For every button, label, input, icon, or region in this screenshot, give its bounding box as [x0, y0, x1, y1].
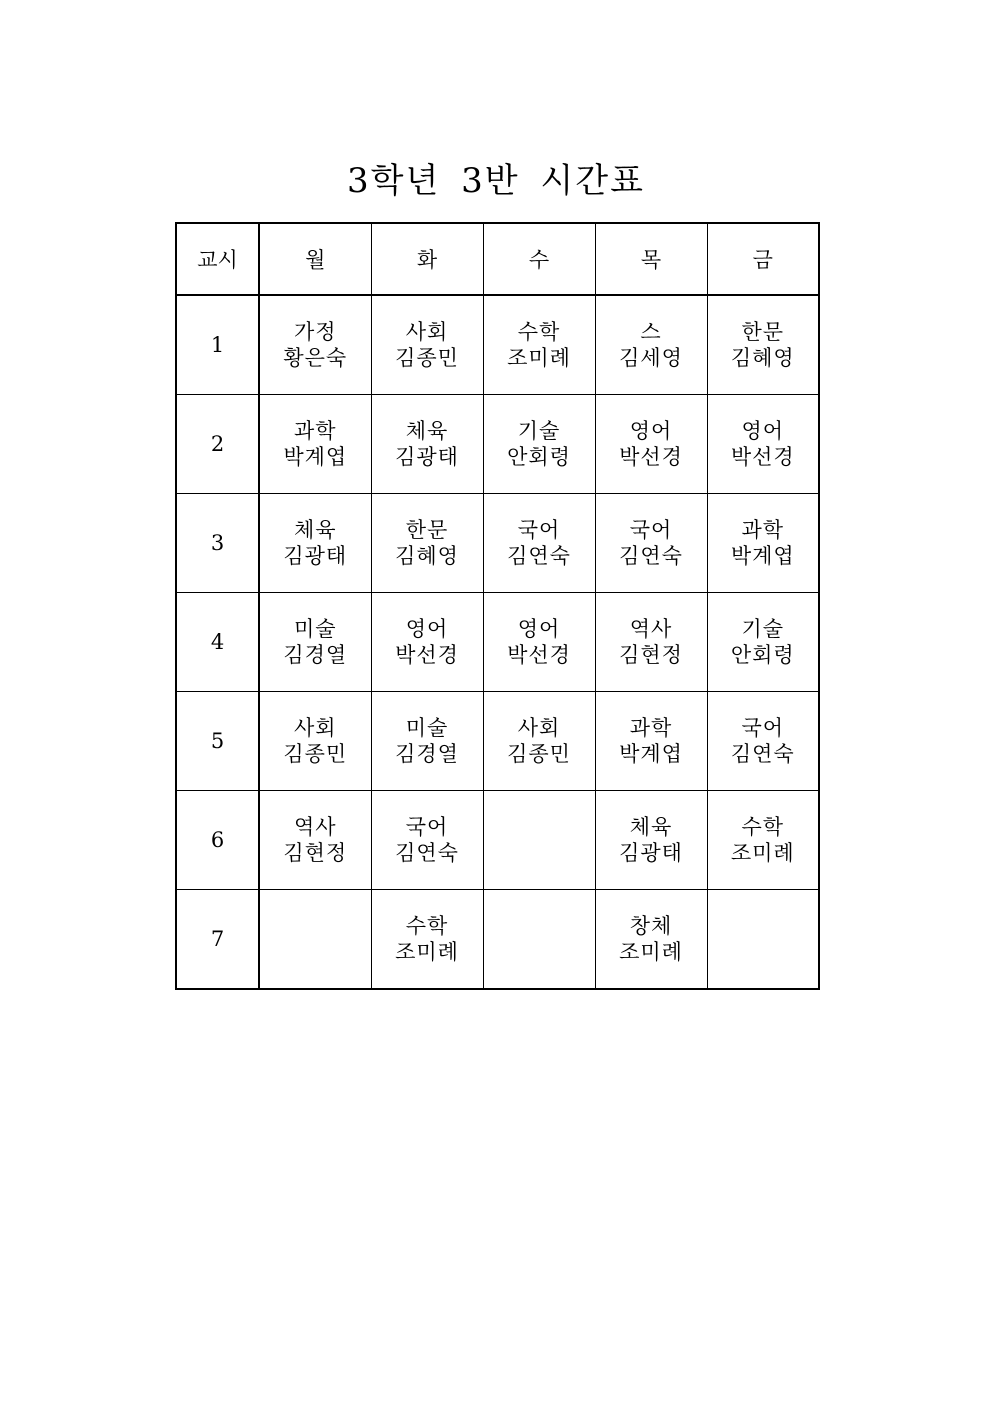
- teacher-name: 김종민: [395, 346, 459, 370]
- subject-name: 역사: [629, 617, 673, 641]
- subject-name: 국어: [741, 716, 785, 740]
- cell-tue: [371, 692, 483, 791]
- period-number: 1: [176, 295, 259, 395]
- teacher-name: 김연숙: [395, 841, 459, 865]
- subject-name: 체육: [629, 815, 673, 839]
- subject-name: 국어: [405, 815, 449, 839]
- cell-mon: [259, 890, 371, 990]
- header-period: 교시: [176, 223, 259, 295]
- header-day-wed: 수: [483, 223, 595, 295]
- teacher-name: 박선경: [730, 445, 795, 469]
- table-row: [176, 593, 819, 692]
- table-row: [176, 692, 819, 791]
- teacher-name: 김현정: [619, 643, 683, 667]
- subject-name: 창체: [629, 914, 673, 938]
- table-row: [176, 791, 819, 890]
- teacher-name: 김종민: [507, 742, 571, 766]
- subject-name: 국어: [629, 518, 673, 542]
- header-day-tue: 화: [371, 223, 483, 295]
- cell-mon: [259, 593, 371, 692]
- cell-wed: [483, 692, 595, 791]
- teacher-name: 박계엽: [619, 742, 683, 766]
- cell-wed: [483, 593, 595, 692]
- teacher-name: 박선경: [507, 643, 571, 667]
- subject-name: 사회: [517, 716, 561, 740]
- subject-name: 과학: [629, 716, 673, 740]
- cell-fri: [707, 395, 819, 494]
- cell-fri: [707, 295, 819, 395]
- teacher-name: 박선경: [619, 445, 683, 469]
- period-number: 5: [176, 692, 259, 791]
- teacher-name: 김현정: [283, 841, 348, 865]
- cell-tue: [371, 395, 483, 494]
- teacher-name: 김혜영: [395, 544, 459, 568]
- teacher-name: 조미례: [395, 940, 459, 964]
- subject-name: 수학: [517, 320, 561, 344]
- table-row: [176, 295, 819, 395]
- cell-mon: [259, 395, 371, 494]
- teacher-name: 황은숙: [283, 346, 348, 370]
- subject-name: 기술: [741, 617, 785, 641]
- subject-name: 과학: [293, 419, 337, 443]
- cell-fri: [707, 593, 819, 692]
- teacher-name: 안회령: [730, 643, 795, 667]
- subject-name: 수학: [405, 914, 449, 938]
- teacher-name: 김경열: [283, 643, 348, 667]
- subject-name: 가정: [293, 320, 337, 344]
- subject-name: 한문: [741, 320, 785, 344]
- cell-fri: [707, 494, 819, 593]
- cell-wed: [483, 395, 595, 494]
- cell-mon: [259, 295, 371, 395]
- table-row: [176, 395, 819, 494]
- cell-fri: [707, 791, 819, 890]
- teacher-name: 김경열: [395, 742, 459, 766]
- cell-fri: [707, 890, 819, 990]
- subject-name: 영어: [517, 617, 561, 641]
- subject-name: 영어: [629, 419, 673, 443]
- cell-tue: [371, 791, 483, 890]
- teacher-name: 김연숙: [619, 544, 683, 568]
- subject-name: 미술: [405, 716, 449, 740]
- subject-name: 한문: [405, 518, 449, 542]
- cell-mon: [259, 791, 371, 890]
- subject-name: 체육: [405, 419, 449, 443]
- subject-name: 수학: [741, 815, 785, 839]
- cell-thu: [595, 593, 707, 692]
- table-row: [176, 890, 819, 990]
- cell-thu: [595, 692, 707, 791]
- cell-thu: [595, 791, 707, 890]
- cell-thu: [595, 494, 707, 593]
- cell-mon: [259, 692, 371, 791]
- cell-tue: [371, 890, 483, 990]
- cell-mon: [259, 494, 371, 593]
- teacher-name: 박선경: [395, 643, 459, 667]
- cell-wed: [483, 295, 595, 395]
- header-day-fri: 금: [707, 223, 819, 295]
- teacher-name: 김종민: [283, 742, 348, 766]
- teacher-name: 김광태: [283, 544, 348, 568]
- table-row: [176, 494, 819, 593]
- teacher-name: 김혜영: [730, 346, 795, 370]
- cell-fri: [707, 692, 819, 791]
- cell-thu: [595, 890, 707, 990]
- cell-wed: [483, 890, 595, 990]
- subject-name: 미술: [293, 617, 337, 641]
- cell-tue: [371, 494, 483, 593]
- teacher-name: 김광태: [395, 445, 459, 469]
- page-title: 3학년 3반 시간표: [347, 161, 645, 201]
- teacher-name: 조미례: [730, 841, 795, 865]
- header-day-thu: 목: [595, 223, 707, 295]
- subject-name: 사회: [293, 716, 337, 740]
- teacher-name: 김세영: [619, 346, 683, 370]
- cell-wed: [483, 791, 595, 890]
- subject-name: 기술: [517, 419, 561, 443]
- period-number: 3: [176, 494, 259, 593]
- cell-wed: [483, 494, 595, 593]
- period-number: 2: [176, 395, 259, 494]
- subject-name: 역사: [293, 815, 337, 839]
- timetable: [175, 222, 820, 990]
- cell-thu: [595, 395, 707, 494]
- teacher-name: 안회령: [507, 445, 571, 469]
- period-number: 6: [176, 791, 259, 890]
- cell-tue: [371, 593, 483, 692]
- teacher-name: 박계엽: [730, 544, 795, 568]
- header-day-mon: 월: [259, 223, 371, 295]
- subject-name: 영어: [741, 419, 785, 443]
- subject-name: 영어: [405, 617, 449, 641]
- teacher-name: 조미례: [507, 346, 571, 370]
- teacher-name: 김연숙: [730, 742, 795, 766]
- teacher-name: 김광태: [619, 841, 683, 865]
- teacher-name: 박계엽: [283, 445, 348, 469]
- header-row: [176, 223, 819, 295]
- subject-name: 과학: [741, 518, 785, 542]
- period-number: 4: [176, 593, 259, 692]
- teacher-name: 조미례: [619, 940, 683, 964]
- cell-thu: [595, 295, 707, 395]
- subject-name: 국어: [517, 518, 561, 542]
- subject-name: 체육: [293, 518, 337, 542]
- teacher-name: 김연숙: [507, 544, 571, 568]
- subject-name: 사회: [405, 320, 449, 344]
- period-number: 7: [176, 890, 259, 990]
- cell-tue: [371, 295, 483, 395]
- subject-name: 스: [640, 320, 662, 344]
